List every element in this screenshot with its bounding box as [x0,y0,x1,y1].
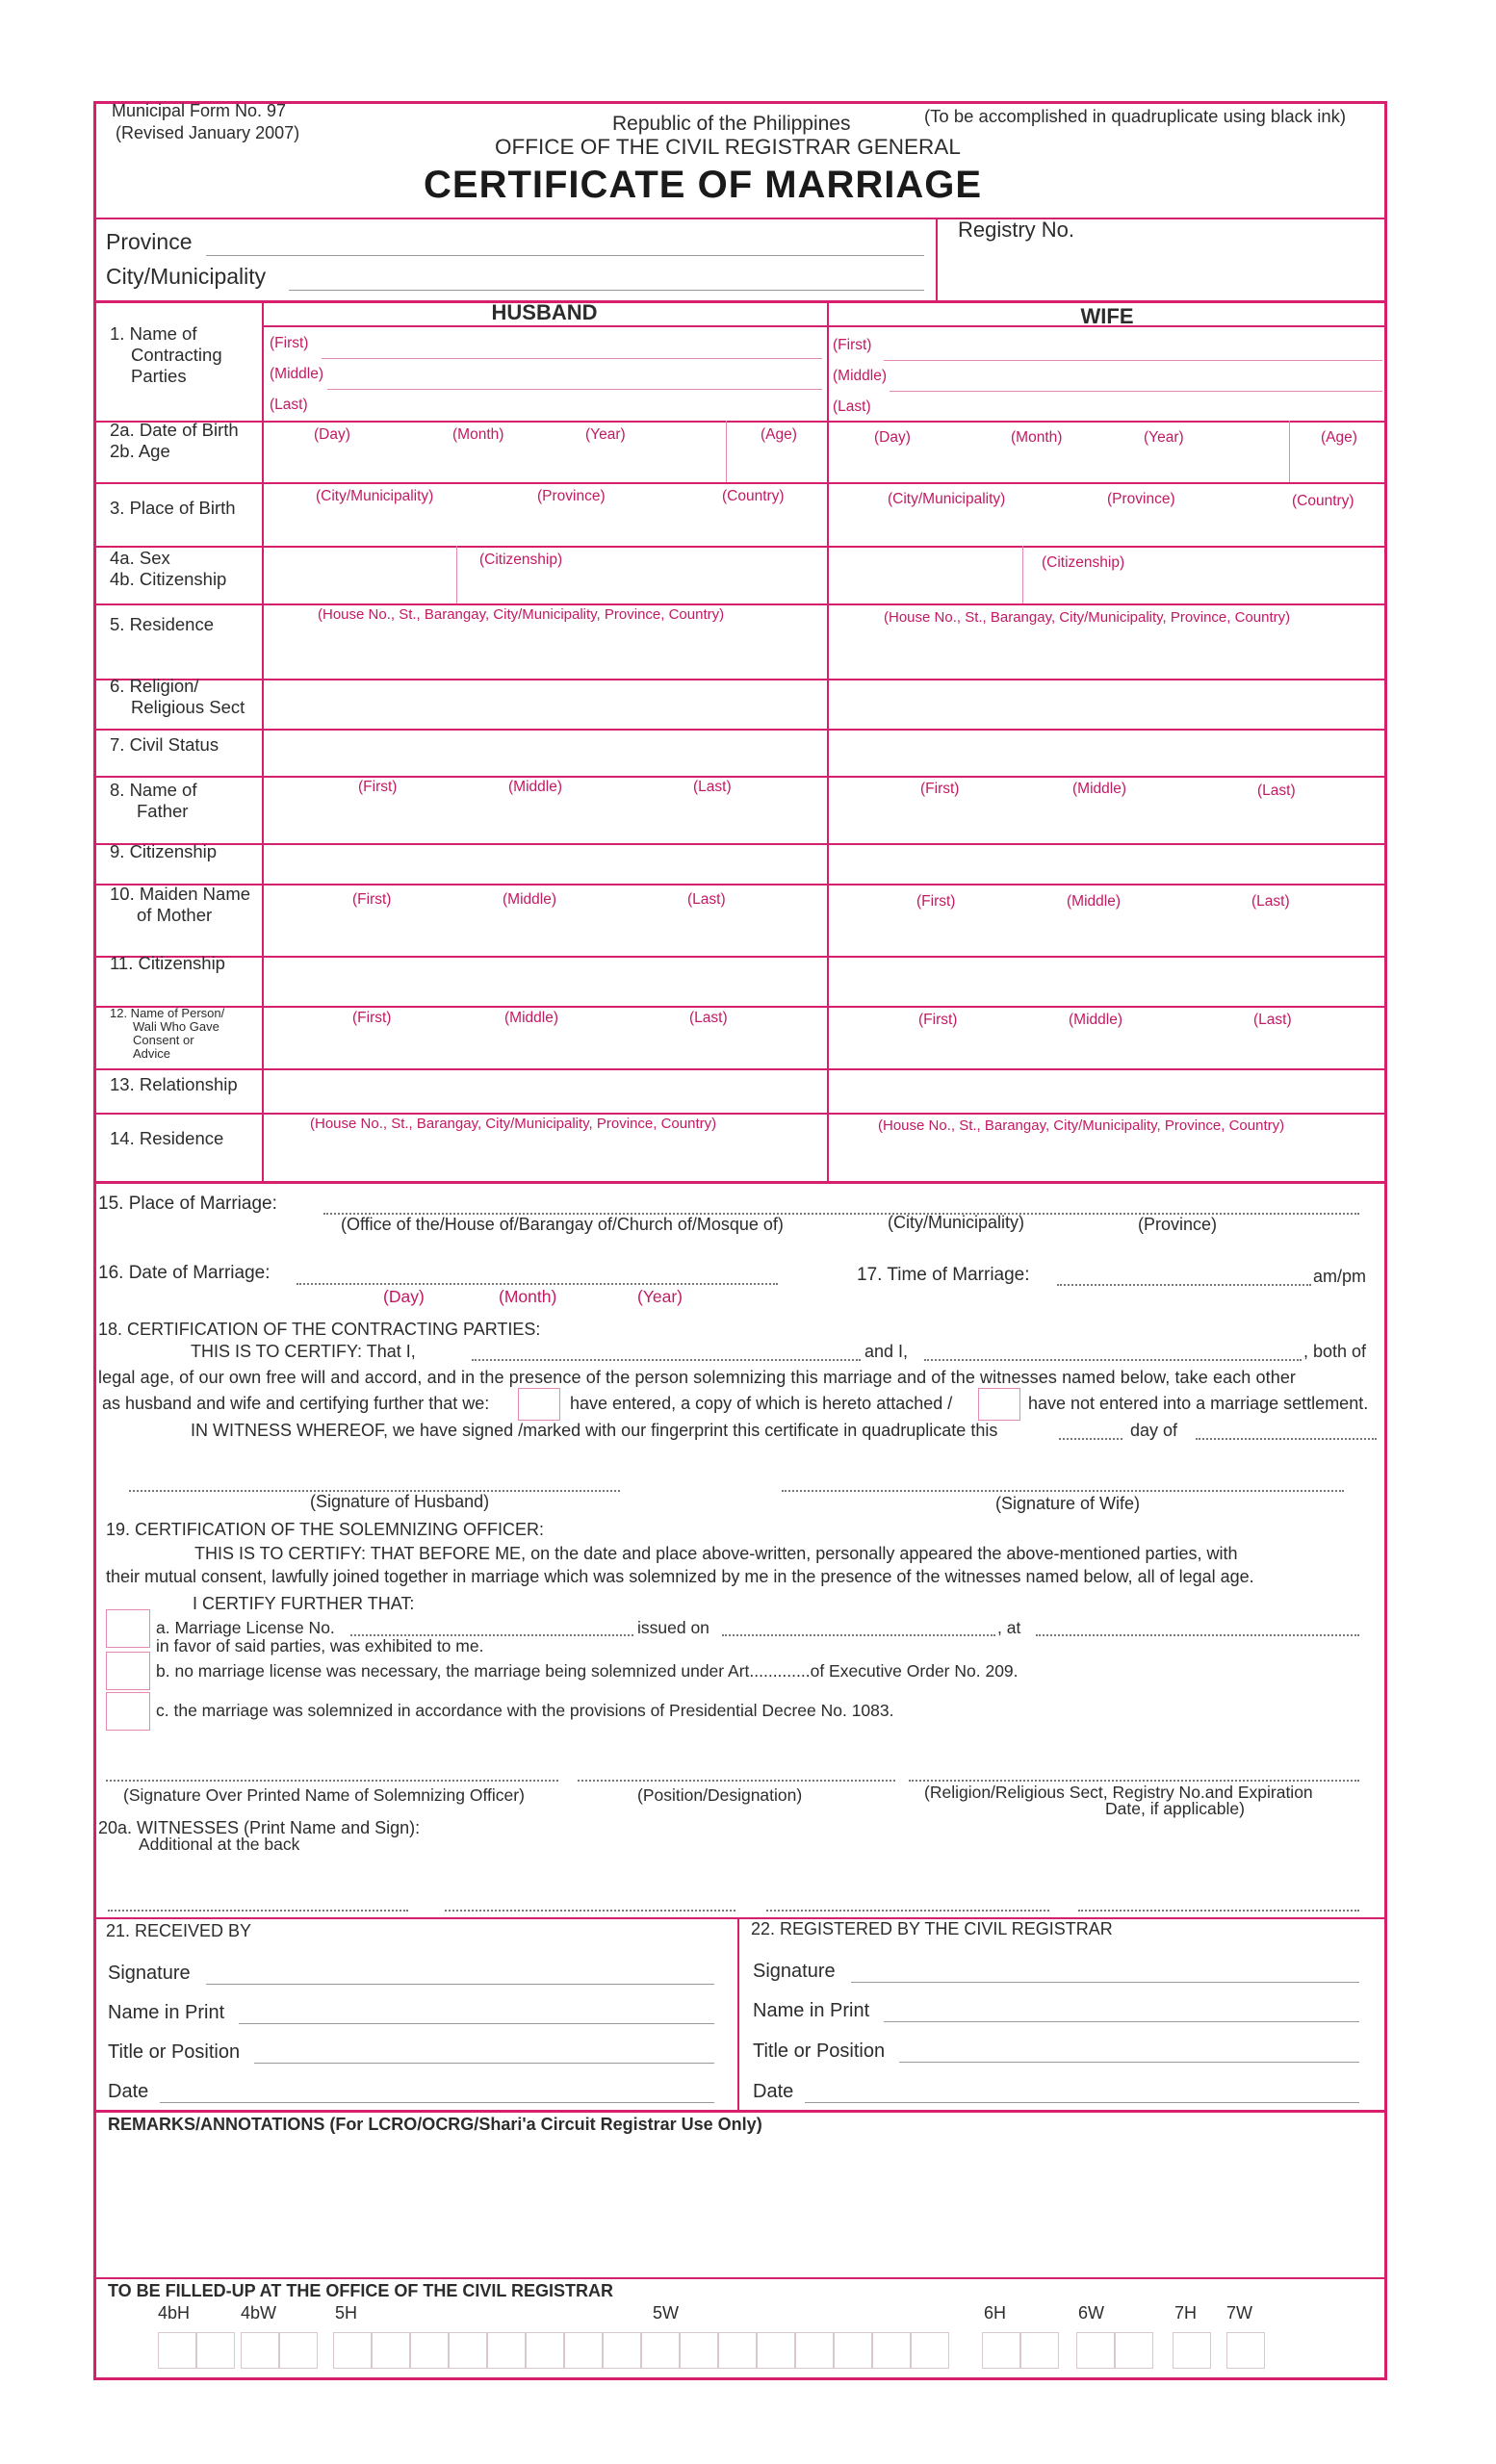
row-label-mother [110,884,250,926]
wife-city-hint: (City/Municipality) [888,491,1006,507]
marriage-day-hint: (Day) [383,1287,425,1306]
certificate-form [93,101,1387,2380]
wife-first-hint: (First) [833,337,872,353]
divider [93,421,1387,423]
religion-registry-label-2: Date, if applicable) [1105,1799,1245,1818]
row-label-line: 12. Name of Person/ [110,1006,225,1020]
code-box[interactable] [1115,2332,1153,2369]
row-label-line: 6. Religion/ [110,676,199,696]
received-name-field[interactable] [239,2023,714,2024]
registered-date-field[interactable] [805,2102,1359,2103]
wife-last-hint: (Last) [833,398,871,415]
father-w-middle-hint: (Middle) [1072,781,1126,797]
divider [93,1181,1387,1184]
divider [93,2277,1387,2279]
wife-province-hint: (Province) [1107,491,1175,507]
husband-name-field[interactable] [472,1359,861,1361]
code-6w: 6W [1078,2303,1104,2323]
divider [93,1113,1387,1115]
row-label-line: Wali Who Gave [133,1019,219,1034]
option-a-label: a. Marriage License No. [156,1618,335,1637]
code-box[interactable] [1226,2332,1265,2369]
husband-year-hint: (Year) [585,426,626,443]
consent-w-first-hint: (First) [918,1012,958,1028]
code-box[interactable] [410,2332,449,2369]
time-of-marriage-field[interactable] [1057,1284,1311,1286]
code-4bh: 4bH [158,2303,191,2323]
code-box[interactable] [158,2332,196,2369]
day-of-label: day of [1130,1421,1178,1440]
instruction-label: (To be accomplished in quadruplicate using black ink) [924,106,1347,126]
wife-day-hint: (Day) [874,429,911,446]
code-5h: 5H [335,2303,358,2323]
settlement-not-entered-checkbox[interactable] [978,1388,1020,1421]
divider [827,300,829,1181]
remarks-label: REMARKS/ANNOTATIONS (For LCRO/OCRG/Shari'a Circuit Registrar Use Only) [108,2115,762,2134]
witnesses-additional: Additional at the back [139,1835,300,1854]
row-label-sex [110,548,226,590]
form-number: Municipal Form No. 97 [112,101,287,120]
month-year-field[interactable] [1196,1438,1377,1440]
wife-residence-hint: (House No., St., Barangay, City/Municipality, Province, Country) [884,609,1291,626]
registered-name-field[interactable] [884,2021,1359,2022]
row-label-line: Contracting [131,345,222,365]
divider [262,300,264,1181]
husband-country-hint: (Country) [722,488,785,504]
divider [93,843,1387,845]
code-box[interactable] [872,2332,911,2369]
father-h-last-hint: (Last) [693,779,732,795]
mother-h-first-hint: (First) [352,891,392,908]
office-label: OFFICE OF THE CIVIL REGISTRAR GENERAL [495,135,961,159]
divider [93,546,1387,548]
revised-date: (Revised January 2007) [116,123,300,142]
consent-w-middle-hint: (Middle) [1069,1012,1122,1028]
row-label-line: 4a. Sex [110,548,170,568]
religion-registry-label: (Religion/Religious Sect, Registry No.and Expiration [924,1783,1313,1802]
code-box[interactable] [911,2332,949,2369]
registered-position-field[interactable] [899,2062,1359,2063]
witness-4-field[interactable] [1078,1910,1359,1912]
row-label-mother-citizenship: 11. Citizenship [110,953,225,973]
divider [93,884,1387,886]
code-box[interactable] [641,2332,680,2369]
father-h-middle-hint: (Middle) [508,779,562,795]
code-box[interactable] [241,2332,279,2369]
row-label-father [110,780,197,822]
code-box[interactable] [333,2332,372,2369]
settlement-entered-checkbox[interactable] [518,1388,560,1421]
row-label-line: 1. Name of [110,323,197,344]
code-box[interactable] [1173,2332,1211,2369]
registered-date-label: Date [753,2081,794,2102]
code-box[interactable] [279,2332,318,2369]
husband-month-hint: (Month) [452,426,504,443]
wife-middle-field[interactable] [890,391,1382,392]
code-box[interactable] [1020,2332,1059,2369]
divider [1289,421,1290,482]
husband-middle-hint: (Middle) [270,366,323,382]
code-7w: 7W [1226,2303,1252,2323]
code-box[interactable] [196,2332,235,2369]
husband-first-field[interactable] [322,358,822,359]
mother-h-last-hint: (Last) [687,891,726,908]
issued-on-field[interactable] [722,1634,995,1636]
code-box[interactable] [449,2332,487,2369]
row-label-dob [110,420,239,462]
husband-first-hint: (First) [270,335,309,351]
consent-w-last-hint: (Last) [1253,1012,1292,1028]
code-5w: 5W [653,2303,679,2323]
cert18-line3c: have not entered into a marriage settlement. [1028,1394,1369,1413]
code-box[interactable] [1076,2332,1115,2369]
cert18-line4: IN WITNESS WHEREOF, we have signed /marked with our fingerprint this certificate in quadruplicate this [191,1421,998,1440]
option-c-label: c. the marriage was solemnized in accordance with the provisions of Presidential Decree No. 1083. [156,1701,894,1720]
received-date-field[interactable] [160,2102,714,2103]
received-signature-label: Signature [108,1963,191,1984]
row-label-line: 4b. Citizenship [110,569,227,589]
row-label-line: 10. Maiden Name [110,884,251,904]
code-box[interactable] [564,2332,603,2369]
row-label-name [110,323,222,387]
received-signature-field[interactable] [206,1984,714,1985]
date-of-marriage-field[interactable] [297,1283,778,1285]
code-4bw: 4bW [241,2303,277,2323]
witness-1-field[interactable] [108,1910,408,1912]
row-label-religion [110,676,245,718]
received-position-field[interactable] [254,2063,714,2064]
divider [93,218,1387,219]
row-label-father-citizenship: 9. Citizenship [110,841,218,861]
code-box[interactable] [795,2332,834,2369]
wife-age-hint: (Age) [1321,429,1357,446]
divider [262,325,1387,327]
witness-2-field[interactable] [445,1910,735,1912]
cert18-line1b: and I, [864,1342,909,1361]
time-of-marriage-label: 17. Time of Marriage: [857,1265,1030,1285]
mother-h-middle-hint: (Middle) [503,891,556,908]
city-field[interactable] [289,290,924,291]
wife-country-hint: (Country) [1292,493,1354,509]
consent-h-last-hint: (Last) [689,1010,728,1026]
religion-registry-field[interactable] [909,1780,1359,1782]
husband-middle-field[interactable] [327,389,822,390]
province-field[interactable] [206,255,924,256]
row-label-consent [110,1007,224,1061]
divider [93,2110,1387,2113]
divider [1022,546,1023,603]
republic-label: Republic of the Philippines [612,113,851,135]
husband-city-hint: (City/Municipality) [316,488,434,504]
father-w-last-hint: (Last) [1257,783,1296,799]
sig-husband-label: (Signature of Husband) [310,1492,490,1511]
divider [726,421,727,482]
row-label-line: Consent or [133,1033,194,1047]
cert18-line3a: as husband and wife and certifying further that we: [102,1394,490,1413]
registered-name-label: Name in Print [753,2000,870,2021]
divider [93,482,1387,484]
date-of-marriage-label: 16. Date of Marriage: [98,1263,271,1283]
father-w-first-hint: (First) [920,781,960,797]
code-box[interactable] [680,2332,718,2369]
wife-first-field[interactable] [884,360,1382,361]
row-label-line: Father [137,801,189,821]
day-field[interactable] [1059,1438,1122,1440]
consent-h-middle-hint: (Middle) [504,1010,558,1026]
code-6h: 6H [984,2303,1007,2323]
art-option-checkbox[interactable] [106,1652,150,1690]
code-box[interactable] [718,2332,757,2369]
code-box[interactable] [834,2332,872,2369]
divider [93,1068,1387,1070]
row-label-consent-residence: 14. Residence [110,1128,224,1148]
wife-month-hint: (Month) [1011,429,1063,446]
row-label-line: 8. Name of [110,780,197,800]
received-name-label: Name in Print [108,2002,225,2023]
divider [936,218,938,300]
received-title: 21. RECEIVED BY [106,1921,252,1940]
row-label-line: Religious Sect [131,697,245,717]
cert18-line3b: have entered, a copy of which is hereto attached / [570,1394,953,1413]
remarks-area[interactable] [108,2139,1375,2273]
place-of-marriage-label: 15. Place of Marriage: [98,1194,277,1214]
row-label-line: of Mother [137,905,213,925]
wife-signature-field[interactable] [782,1490,1344,1492]
pd1083-option-checkbox[interactable] [106,1692,150,1731]
issued-on-label: issued on [637,1618,709,1637]
divider [93,1006,1387,1008]
husband-residence-hint: (House No., St., Barangay, City/Municipality, Province, Country) [318,606,725,623]
license-option-checkbox[interactable] [106,1609,150,1648]
officer-signature-field[interactable] [106,1780,558,1782]
mother-w-first-hint: (First) [916,893,956,910]
cert19-heading: 19. CERTIFICATION OF THE SOLEMNIZING OFFICER: [106,1520,545,1539]
divider [93,1917,1387,1919]
row-label-line: Parties [131,366,187,386]
received-date-label: Date [108,2081,149,2102]
husband-province-hint: (Province) [537,488,606,504]
code-box[interactable] [603,2332,641,2369]
row-label-place-of-birth: 3. Place of Birth [110,498,236,518]
code-box[interactable] [526,2332,564,2369]
option-a-line2: in favor of said parties, was exhibited to me. [156,1636,484,1656]
officer-signature-label: (Signature Over Printed Name of Solemnizing Officer) [123,1785,525,1805]
mother-w-middle-hint: (Middle) [1067,893,1121,910]
at-label: , at [997,1618,1021,1637]
place-hint-office: (Office of the/House of/Barangay of/Church of/Mosque of) [341,1215,784,1234]
consent-w-residence-hint: (House No., St., Barangay, City/Municipality, Province, Country) [878,1117,1285,1134]
father-h-first-hint: (First) [358,779,398,795]
registered-signature-field[interactable] [851,1982,1359,1983]
row-label-relationship: 13. Relationship [110,1074,238,1094]
issued-at-field[interactable] [1036,1634,1359,1636]
row-label-line: 2b. Age [110,441,170,461]
husband-heading: HUSBAND [491,300,598,324]
row-label-line: Advice [133,1046,171,1061]
marriage-month-hint: (Month) [499,1287,557,1306]
marriage-year-hint: (Year) [637,1287,684,1306]
wife-heading: WIFE [1080,304,1134,328]
sig-wife-label: (Signature of Wife) [995,1494,1141,1513]
wife-year-hint: (Year) [1144,429,1184,446]
divider [93,603,1387,605]
cert18-line1a: THIS IS TO CERTIFY: That I, [191,1342,416,1361]
witness-3-field[interactable] [766,1910,1049,1912]
code-box[interactable] [372,2332,410,2369]
divider [737,1917,739,2110]
option-b-label: b. no marriage license was necessary, the marriage being solemnized under Art.............of Executive Order No. 209. [156,1661,1019,1681]
code-box[interactable] [757,2332,795,2369]
row-label-line: 2a. Date of Birth [110,420,239,440]
husband-citizenship-hint: (Citizenship) [479,552,563,568]
registered-signature-label: Signature [753,1961,836,1982]
wife-name-field[interactable] [924,1359,1302,1361]
registered-title: 22. REGISTERED BY THE CIVIL REGISTRAR [751,1919,1113,1938]
code-7h: 7H [1174,2303,1198,2323]
wife-citizenship-hint: (Citizenship) [1042,554,1125,571]
husband-last-hint: (Last) [270,397,308,413]
husband-age-hint: (Age) [761,426,797,443]
code-box[interactable] [487,2332,526,2369]
consent-h-first-hint: (First) [352,1010,392,1026]
divider [93,776,1387,778]
place-hint-city: (City/Municipality) [888,1213,1025,1232]
divider [93,729,1387,731]
divider [93,679,1387,680]
wife-middle-hint: (Middle) [833,368,887,384]
cert19-line2: their mutual consent, lawfully joined together in marriage which was solemnized by me in the presence of the witnesses named below, all of legal age. [106,1567,1254,1586]
witnesses-label: 20a. WITNESSES (Print Name and Sign): [98,1818,421,1837]
ampm-label: am/pm [1313,1267,1367,1286]
province-label: Province [106,229,193,254]
office-use-title: TO BE FILLED-UP AT THE OFFICE OF THE CIVIL REGISTRAR [108,2281,614,2300]
cert18-heading: 18. CERTIFICATION OF THE CONTRACTING PARTIES: [98,1320,541,1339]
place-hint-province: (Province) [1138,1215,1218,1234]
cert19-line1: THIS IS TO CERTIFY: THAT BEFORE ME, on the date and place above-written, personally appeared the above-mentioned parties, with [194,1544,1238,1563]
code-box[interactable] [982,2332,1020,2369]
city-label: City/Municipality [106,264,267,289]
consent-h-residence-hint: (House No., St., Barangay, City/Municipality, Province, Country) [310,1116,717,1132]
registered-title-label: Title or Position [753,2040,886,2062]
cert18-line2: legal age, of our own free will and accord, and in the presence of the person solemnizing this marriage and of the witnesses named below, take each other [98,1368,1297,1387]
registry-label: Registry No. [958,218,1075,242]
position-label: (Position/Designation) [637,1785,803,1805]
divider [456,546,457,603]
cert18-line1c: , both of [1303,1342,1367,1361]
husband-day-hint: (Day) [314,426,350,443]
row-label-residence: 5. Residence [110,614,214,634]
page-title: CERTIFICATE OF MARRIAGE [424,164,983,206]
position-field[interactable] [578,1780,895,1782]
row-label-civil-status: 7. Civil Status [110,734,219,755]
divider [93,956,1387,958]
cert19-further: I CERTIFY FURTHER THAT: [193,1594,415,1613]
received-title-label: Title or Position [108,2041,241,2063]
mother-w-last-hint: (Last) [1251,893,1290,910]
